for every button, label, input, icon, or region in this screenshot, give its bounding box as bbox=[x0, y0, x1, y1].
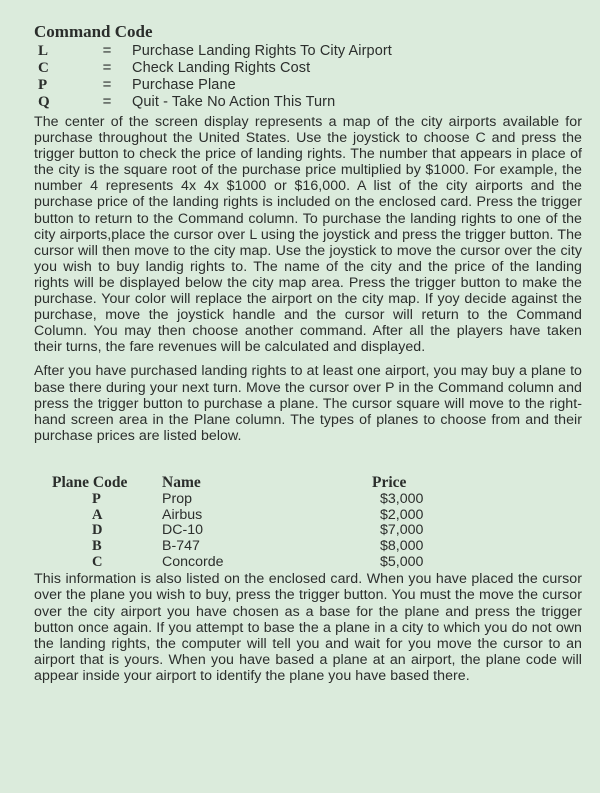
command-row-p bbox=[34, 76, 582, 93]
command-description: Quit - Take No Action This Turn bbox=[132, 94, 336, 110]
plane-price: $7,000 bbox=[380, 522, 424, 539]
command-row-c bbox=[34, 59, 582, 76]
plane-row bbox=[52, 508, 472, 524]
plane-name: B-747 bbox=[162, 537, 200, 554]
plane-price: $3,000 bbox=[380, 490, 424, 507]
paragraph-landing-rights: The center of the screen display represents a map of the city airports available for purchase throughout the United States. Use the joystick to choose C and press the trigger button to check the price of landing rights. The number that appears in place of the city is the square root of the purchase price multiplied by $1000. For example, the number 4 represents 4x 4x $1000 or $16,000. A list of the city airports and the purchase price of the landing rights is included on the enclosed card. Press the trigger button to return to the Command column. To purchase the landing rights to one of the city airports,place the cursor over L using the joystick and press the trigger button. The cursor will then move to the city map. Use the joystick to move the cursor over the city you wish to buy landig rights to. The name of the city and the price of the landing rights will be displayed below the city map area. Press the trigger button to make the purchase. Your color will replace the airport on the city map. If yoy decide against the purchase, move the joystick handle and the cursor will return to the Command Column. You may then choose another command. After all the players have taken their turns, the fare revenues will be calculated and displayed. bbox=[34, 114, 582, 356]
plane-code: D bbox=[92, 522, 103, 539]
command-description: Purchase Landing Rights To City Airport bbox=[132, 43, 392, 59]
plane-name: Concorde bbox=[162, 553, 224, 570]
command-code: C bbox=[38, 60, 49, 76]
plane-row bbox=[52, 539, 472, 555]
command-row-l bbox=[34, 42, 582, 59]
equals-sign: = bbox=[102, 42, 112, 59]
plane-name: Prop bbox=[162, 490, 192, 507]
command-description: Check Landing Rights Cost bbox=[132, 60, 311, 76]
plane-price: $5,000 bbox=[380, 553, 424, 570]
header-plane-code: Plane Code bbox=[52, 473, 128, 491]
plane-code-table bbox=[52, 474, 472, 570]
plane-price: $2,000 bbox=[380, 506, 424, 523]
plane-code: P bbox=[92, 490, 101, 507]
header-price: Price bbox=[372, 473, 407, 491]
plane-row bbox=[52, 523, 472, 539]
equals-sign: = bbox=[102, 76, 112, 93]
command-code: P bbox=[38, 77, 48, 93]
header-name: Name bbox=[162, 473, 201, 491]
plane-name: DC-10 bbox=[162, 522, 203, 539]
command-code: L bbox=[38, 43, 49, 59]
paragraph-purchase-plane: After you have purchased landing rights to at least one airport, you may buy a plane to base there during your next turn. Move the cursor over P in the Command column and press the trigger button to purchase a plane. The cursor square will move to the right-hand screen area in the Plane column. The types of planes to choose from and their purchase prices are listed below. bbox=[34, 363, 582, 444]
plane-row bbox=[52, 555, 472, 571]
command-code-list bbox=[34, 42, 582, 110]
command-description: Purchase Plane bbox=[132, 77, 236, 93]
plane-row bbox=[52, 492, 472, 508]
command-code-heading: Command Code bbox=[34, 22, 153, 41]
plane-code: A bbox=[92, 506, 103, 523]
plane-table-header bbox=[52, 474, 472, 492]
manual-page bbox=[34, 22, 582, 684]
plane-code: B bbox=[92, 537, 102, 554]
command-code: Q bbox=[38, 94, 50, 110]
plane-name: Airbus bbox=[162, 506, 203, 523]
command-row-q bbox=[34, 93, 582, 110]
equals-sign: = bbox=[102, 93, 112, 110]
equals-sign: = bbox=[102, 59, 112, 76]
plane-code: C bbox=[92, 553, 103, 570]
plane-price: $8,000 bbox=[380, 537, 424, 554]
paragraph-base-plane: This information is also listed on the enclosed card. When you have placed the cursor over the plane you wish to buy, press the trigger button. You must the move the cursor over the city airport you have chosen as a base for the plane and press the trigger button once again. If you attempt to base the a plane in a city to which you do not own the landing rights, the computer will tell you and wait for you move the cursor to an airport that is yours. When you have based a plane at an airport, the plane code will appear inside your airport to identify the plane you have based there. bbox=[34, 571, 582, 684]
